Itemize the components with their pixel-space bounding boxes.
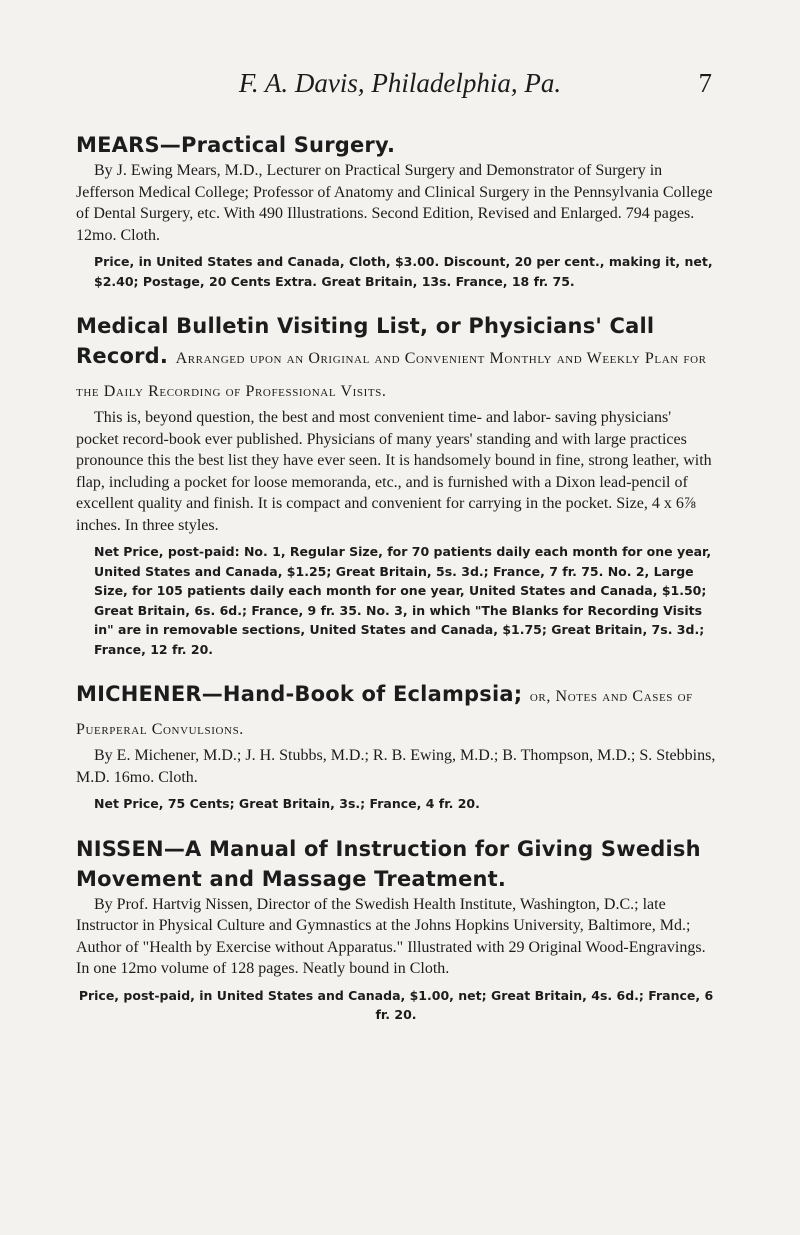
entry-price: Net Price, 75 Cents; Great Britain, 3s.; France, 4 fr. 20.	[94, 796, 480, 811]
entry-price: Price, in United States and Canada, Cloth, $3.00. Discount, 20 per cent., making it, net, $2.40; Postage, 20 Cents Extra. Great Britain, 13s. France, 18 fr. 75.	[94, 254, 713, 289]
entry-price: Net Price, post-paid: No. 1, Regular Size, for 70 patients daily each month for one year, United States and Canada, $1.25; Great Britain, 5s. 3d.; France, 7 fr. 75. No. 2, Large Size, for 105 patients daily each month for one year, United States and Canada, $1.50; Great Britain, 6s. 6d.; France, 9 fr. 35. No. 3, in which "The Blanks for Recording Visits in" are in removable sections, United States and Canada, $1.75; Great Britain, 7s. 3d.; France, 12 fr. 20.	[94, 544, 712, 657]
entry-description: By E. Michener, M.D.; J. H. Stubbs, M.D.; R. B. Ewing, M.D.; B. Thompson, M.D.; S. Stebbins, M.D. 16mo. Cloth.	[76, 747, 716, 786]
entry-nissen	[76, 834, 716, 1025]
entry-michener	[76, 679, 716, 814]
entry-subtitle: or, Notes and Cases of Puerperal Convulsions.	[76, 688, 693, 738]
catalog-entries	[76, 130, 716, 1045]
running-header	[0, 68, 800, 99]
entry-description: This is, beyond question, the best and most convenient time- and labor- saving physicians' pocket record-book ever published. Physicians of many years' standing and with large practices pronounce this the best list they have ever seen. It is handsomely bound in fine, strong leather, with flap, including a pocket for loose memoranda, etc., and is furnished with a Dixon lead-pencil of excellent quality and finish. It is compact and convenient for carrying in the pocket. Size, 4 x 6⅞ inches. In three styles.	[76, 409, 712, 534]
entry-price: Price, post-paid, in United States and Canada, $1.00, net; Great Britain, 4s. 6d.; France, 6 fr. 20.	[78, 987, 714, 1022]
entry-title: MEARS—Practical Surgery.	[76, 133, 396, 157]
entry-description: By J. Ewing Mears, M.D., Lecturer on Practical Surgery and Demonstrator of Surgery in Jefferson Medical College; Professor of Anatomy and Clinical Surgery in the Pennsylvania College of Dental Surgery, etc. With 490 Illustrations. Second Edition, Revised and Enlarged. 794 pages. 12mo. Cloth.	[76, 162, 713, 244]
entry-subtitle: Arranged upon an Original and Convenient Monthly and Weekly Plan for the Daily Recording of Professional Visits.	[76, 350, 707, 400]
entry-description: By Prof. Hartvig Nissen, Director of the Swedish Health Institute, Washington, D.C.; late Instructor in Physical Culture and Gymnastics at the Johns Hopkins University, Baltimore, Md.; Author of "Health by Exercise without Apparatus." Illustrated with 29 Original Wood-Engravings. In one 12mo volume of 128 pages. Neatly bound in Cloth.	[76, 895, 706, 977]
entry-title: Medical Bulletin Visiting List, or Physicians' Call Record. Arranged upon an Original and Convenient Monthly and Weekly Plan for the Daily Recording of Professional Visits.	[76, 314, 707, 400]
running-title: F. A. Davis, Philadelphia, Pa.	[238, 68, 562, 98]
entry-title: NISSEN—A Manual of Instruction for Giving Swedish Movement and Massage Treatment.	[76, 836, 701, 891]
page-number: 7	[698, 68, 712, 98]
entry-mears	[76, 130, 716, 291]
entry-title: MICHENER—Hand-Book of Eclampsia; or, Notes and Cases of Puerperal Convulsions.	[76, 682, 693, 738]
entry-medical-bulletin	[76, 311, 716, 659]
